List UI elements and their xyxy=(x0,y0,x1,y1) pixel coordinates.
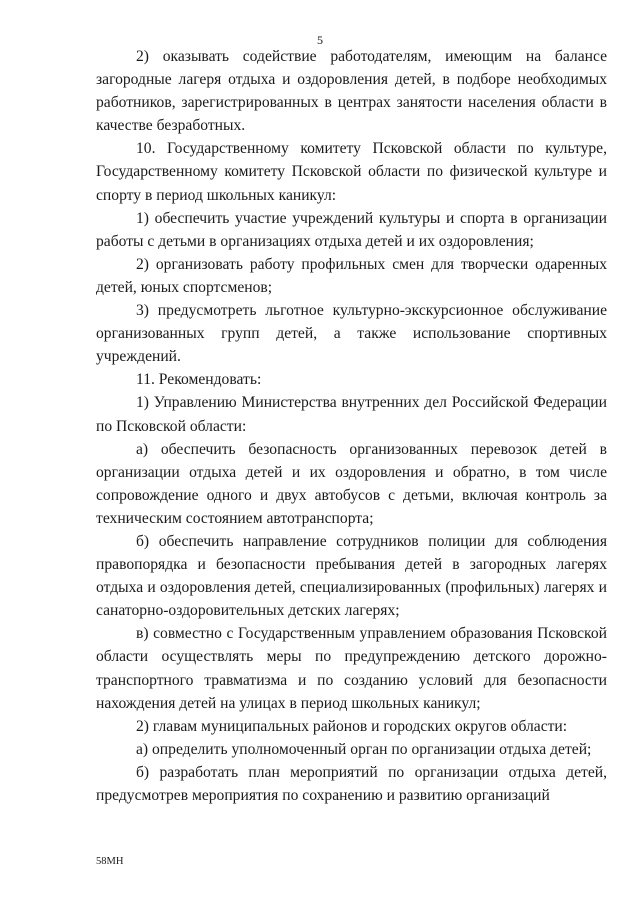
page-number: 5 xyxy=(317,33,323,47)
paragraph: 2) организовать работу профильных смен для творчески одаренных детей, юных спортсменов; xyxy=(96,255,607,296)
paragraph: 3) предусмотреть льготное культурно-экскурсионное обслуживание организованных групп детей, а также использование спортивных учреждений. xyxy=(96,302,607,366)
paragraph: 1) Управлению Министерства внутренних дел Российской Федерации по Псковской области: xyxy=(96,394,607,435)
paragraph: б) разработать план мероприятий по организации отдыха детей, предусмотрев мероприятия по сохранению и развитию организаций xyxy=(96,763,607,804)
paragraph: 2) главам муниципальных районов и городских округов области: xyxy=(136,717,568,735)
paragraph: б) обеспечить направление сотрудников полиции для соблюдения правопорядка и безопасности пребывания детей в загородных лагерях отдыха и оздоровления детей, специализированных (профильных) лагерях и санаторно-оздоровительных детских лагерях; xyxy=(96,532,607,620)
paragraph: 1) обеспечить участие учреждений культуры и спорта в организации работы с детьми в организациях отдыха детей и их оздоровления; xyxy=(96,209,607,250)
footer-code: 58MH xyxy=(96,856,124,867)
paragraph: 10. Государственному комитету Псковской области по культуре, Государственному комитету Псковской области по физической культуре и спорту в период школьных каникул: xyxy=(96,140,607,204)
paragraph: а) обеспечить безопасность организованных перевозок детей в организации отдыха детей и их оздоровления и обратно, в том числе сопровождение одного и двух автобусов с детьми, включая контроль за техническим состоянием автотранспорта; xyxy=(96,440,607,527)
paragraph: 2) оказывать содействие работодателям, имеющим на балансе загородные лагеря отдыха и оздоровления детей, в подборе необходимых работников, зарегистрированных в центрах занятости населения области в качестве безработных. xyxy=(96,48,607,135)
document-body xyxy=(96,45,607,807)
paragraph: в) совместно с Государственным управлением образования Псковской области осуществлять меры по предупреждению детского дорожно-транспортного травматизма и по созданию условий для безопасности нахождения детей на улицах в период школьных каникул; xyxy=(96,625,607,712)
paragraph: а) определить уполномоченный орган по организации отдыха детей; xyxy=(136,740,592,758)
paragraph: 11. Рекомендовать: xyxy=(136,371,262,389)
